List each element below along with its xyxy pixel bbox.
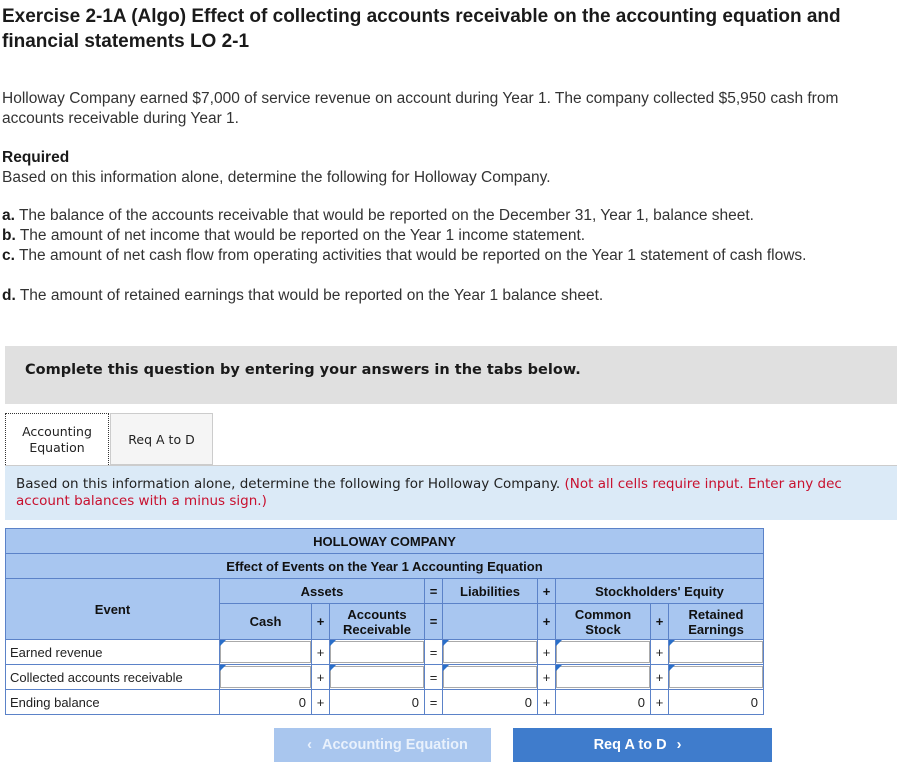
cash-input[interactable] (220, 641, 311, 663)
event-label: Ending balance (6, 690, 220, 715)
plus-sign: + (651, 604, 669, 640)
plus-sign: + (651, 665, 669, 690)
question-main: Based on this information alone, determine the following for Holloway Company. (16, 476, 561, 492)
accounts-receivable-input[interactable] (330, 666, 424, 688)
accounting-equation-table (5, 528, 764, 715)
cash-total: 0 (220, 690, 312, 715)
plus-sign: + (538, 690, 556, 715)
required-text: Based on this information alone, determine the following for Holloway Company. (2, 169, 551, 186)
chevron-right-icon: › (676, 737, 682, 753)
equals-sign: = (425, 604, 443, 640)
event-label: Collected accounts receivable (6, 665, 220, 690)
event-label: Earned revenue (6, 640, 220, 665)
liabilities-input[interactable] (443, 641, 537, 663)
tab-accounting-equation[interactable] (5, 413, 109, 465)
liabilities-input[interactable] (443, 666, 537, 688)
tab-label-line1: Accounting (22, 424, 92, 439)
previous-button-label: Accounting Equation (322, 737, 468, 753)
liabilities-subheader (443, 604, 538, 640)
question-box (5, 466, 897, 520)
cash-input[interactable] (220, 666, 311, 688)
item-text: The amount of net income that would be reported on the Year 1 income statement. (19, 227, 586, 244)
previous-tab-button[interactable] (274, 728, 491, 762)
assets-header: Assets (220, 579, 425, 604)
ending-balance-row (6, 690, 764, 715)
question-note: (Not all cells require input. Enter any dec (564, 476, 842, 492)
accounts-receivable-header: Accounts Receivable (330, 604, 425, 640)
common-stock-total: 0 (556, 690, 651, 715)
plus-sign: + (651, 640, 669, 665)
exercise-title: Exercise 2-1A (Algo) Effect of collecting accounts receivable on the accounting equation and financial statements LO 2-1 (2, 6, 841, 52)
stockholders-equity-header: Stockholders' Equity (556, 579, 764, 604)
retained-earnings-input[interactable] (669, 641, 763, 663)
liabilities-total: 0 (443, 690, 538, 715)
item-text: The amount of retained earnings that would be reported on the Year 1 balance sheet. (19, 287, 604, 304)
accounts-receivable-input[interactable] (330, 641, 424, 663)
problem-intro: Holloway Company earned $7,000 of service revenue on account during Year 1. The company collected $5,950 cash from accounts receivable during Year 1. (2, 90, 839, 127)
question-text (16, 476, 896, 510)
tab-label: Req A to D (128, 432, 195, 447)
requirement-b (2, 226, 882, 246)
common-stock-input[interactable] (556, 666, 650, 688)
next-tab-button[interactable] (513, 728, 772, 762)
table-row (6, 665, 764, 690)
question-note-cont: account balances with a minus sign.) (16, 493, 267, 509)
common-stock-header: Common Stock (556, 604, 651, 640)
retained-earnings-header: Retained Earnings (669, 604, 764, 640)
requirement-a (2, 206, 882, 226)
table-row (6, 640, 764, 665)
required-heading: Required (2, 149, 70, 166)
retained-earnings-input[interactable] (669, 666, 763, 688)
event-column-header: Event (6, 579, 220, 640)
next-button-label: Req A to D (593, 737, 667, 753)
plus-sign: + (312, 665, 330, 690)
plus-sign: + (312, 604, 330, 640)
plus-sign: + (538, 604, 556, 640)
plus-sign: + (312, 690, 330, 715)
equals-sign: = (425, 579, 443, 604)
retained-earnings-total: 0 (669, 690, 764, 715)
instruction-banner (5, 346, 897, 404)
equals-sign: = (425, 690, 443, 715)
equals-sign: = (425, 640, 443, 665)
accounts-receivable-total: 0 (330, 690, 425, 715)
chevron-left-icon: ‹ (307, 737, 313, 753)
plus-sign: + (538, 665, 556, 690)
plus-sign: + (538, 579, 556, 604)
item-letter: c. (2, 247, 15, 264)
tab-req-a-to-d[interactable] (110, 413, 213, 465)
plus-sign: + (312, 640, 330, 665)
table-subtitle: Effect of Events on the Year 1 Accounting Equation (6, 554, 764, 579)
instruction-text: Complete this question by entering your answers in the tabs below. (25, 362, 581, 378)
item-text: The amount of net cash flow from operating activities that would be reported on the Year 1 statement of cash flows. (18, 247, 807, 264)
tab-label-line2: Equation (29, 440, 85, 455)
cash-header: Cash (220, 604, 312, 640)
requirement-d (2, 286, 882, 306)
liabilities-header: Liabilities (443, 579, 538, 604)
item-text: The balance of the accounts receivable that would be reported on the December 31, Year 1, balance sheet. (18, 207, 754, 224)
requirement-c (2, 246, 880, 266)
item-letter: a. (2, 207, 15, 224)
item-letter: b. (2, 227, 16, 244)
common-stock-input[interactable] (556, 641, 650, 663)
table-company-name: HOLLOWAY COMPANY (6, 529, 764, 554)
item-letter: d. (2, 287, 16, 304)
plus-sign: + (538, 640, 556, 665)
plus-sign: + (651, 690, 669, 715)
equals-sign: = (425, 665, 443, 690)
